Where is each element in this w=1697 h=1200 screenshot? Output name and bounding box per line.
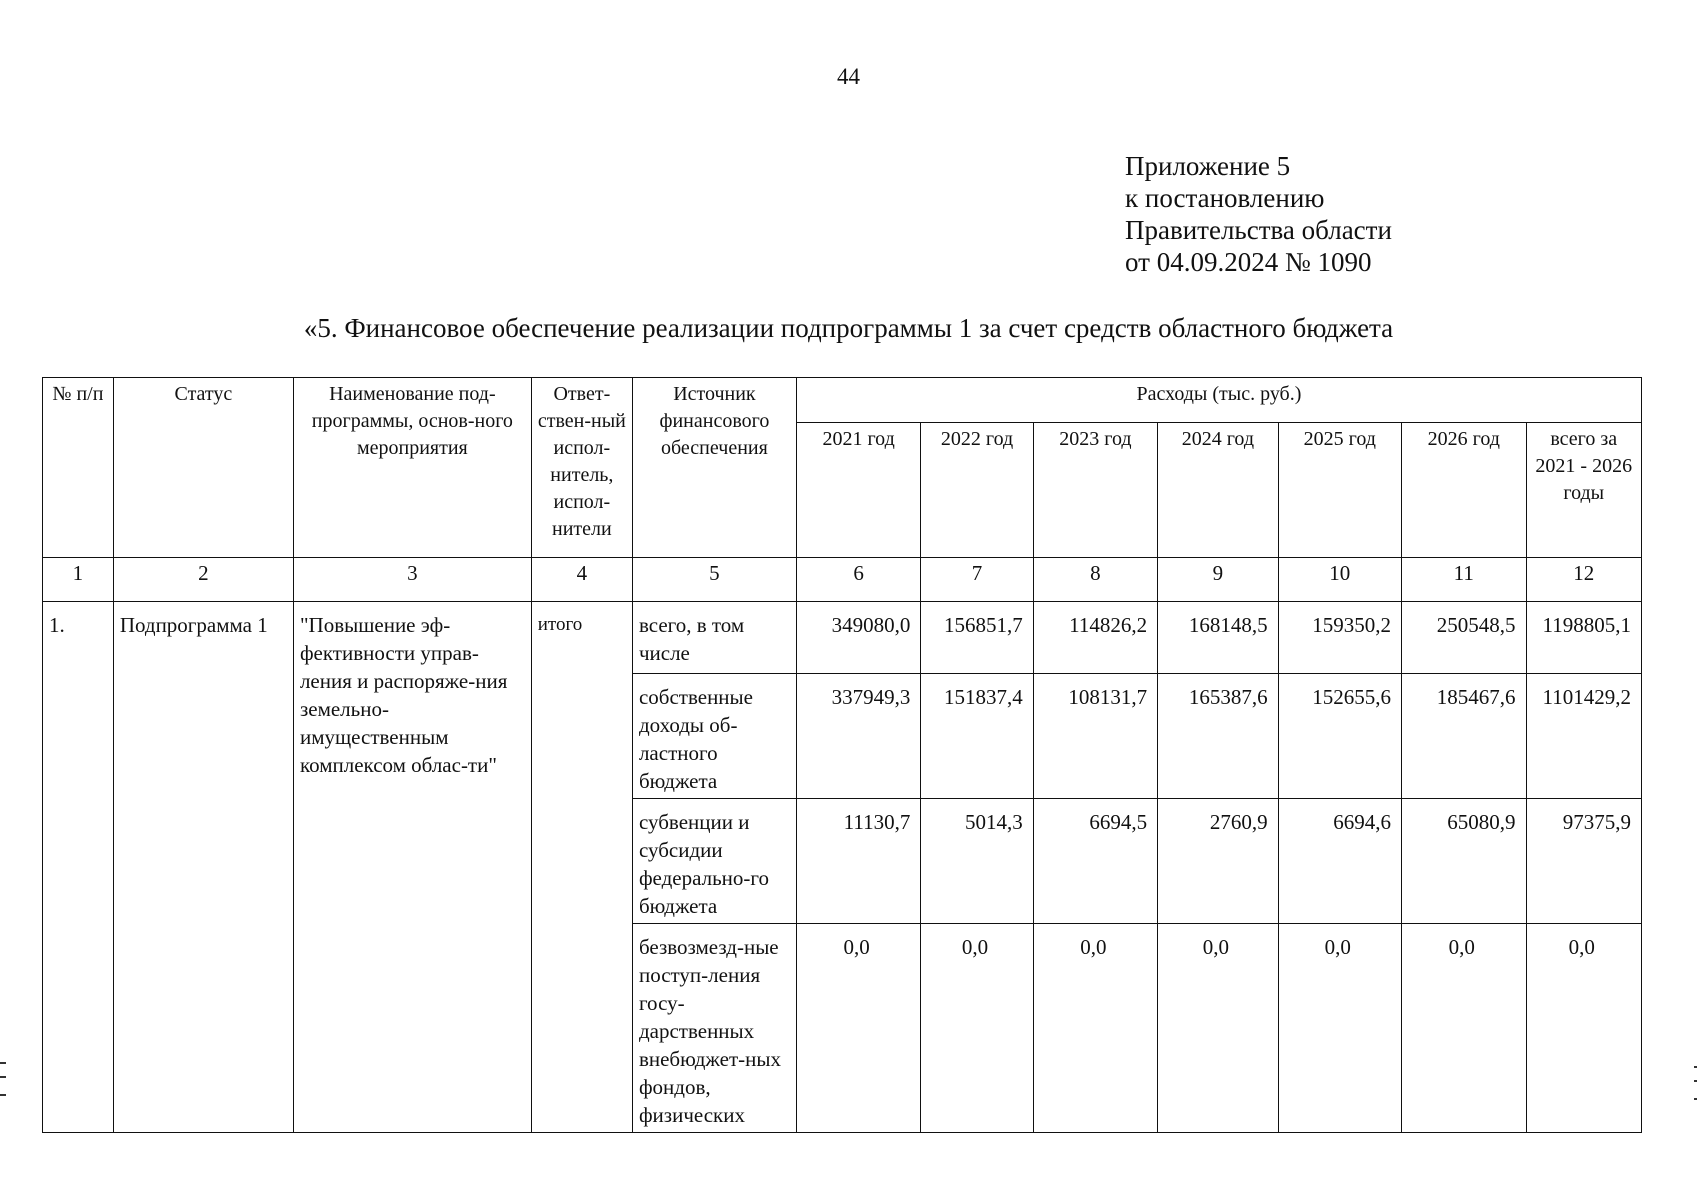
header-num: № п/п [43, 378, 114, 558]
row-name: "Повышение эф-фективности управ-ления и распоряже-ния земельно-имущественным комплексом облас-ти" [293, 602, 531, 1133]
source-label: всего, в том числе [632, 602, 796, 674]
value-cell: 156851,7 [921, 602, 1033, 674]
value-cell: 165387,6 [1158, 674, 1278, 799]
header-name: Наименование под-программы, основ-ного мероприятия [293, 378, 531, 558]
value-cell: 65080,9 [1402, 799, 1526, 924]
row-responsible: итого [531, 602, 632, 1133]
value-cell: 6694,5 [1033, 799, 1157, 924]
appendix-line: Приложение 5 [1125, 151, 1291, 181]
column-number: 11 [1402, 558, 1526, 602]
header-responsible: Ответ-ствен-ный испол-нитель, испол-нители [531, 378, 632, 558]
row-num: 1. [43, 602, 114, 1133]
value-cell: 11130,7 [796, 799, 920, 924]
value-cell-total: 1101429,2 [1526, 674, 1642, 799]
header-year: 2022 год [921, 423, 1033, 558]
column-number: 10 [1278, 558, 1401, 602]
source-label: субвенции и субсидии федерально-го бюджета [632, 799, 796, 924]
header-source: Источник финансового обеспечения [632, 378, 796, 558]
header-year: 2024 год [1158, 423, 1278, 558]
value-cell: 0,0 [796, 924, 920, 1133]
document-title: «5. Финансовое обеспечение реализации подпрограммы 1 за счет средств областного бюджета [303, 313, 1394, 343]
header-year: 2023 год [1033, 423, 1157, 558]
header-expenses: Расходы (тыс. руб.) [796, 378, 1641, 423]
table-row [43, 602, 1642, 674]
value-cell: 0,0 [1033, 924, 1157, 1133]
column-number: 8 [1033, 558, 1157, 602]
column-number: 2 [113, 558, 293, 602]
value-cell: 2760,9 [1158, 799, 1278, 924]
value-cell: 152655,6 [1278, 674, 1401, 799]
column-number: 5 [632, 558, 796, 602]
header-year: 2025 год [1278, 423, 1401, 558]
page-number: 44 [837, 64, 860, 89]
header-row [43, 378, 1642, 423]
value-cell: 0,0 [1278, 924, 1401, 1133]
value-cell-total: 0,0 [1526, 924, 1642, 1133]
source-label: безвозмезд-ные поступ-ления госу-дарственных внебюджет-ных фондов, физических [632, 924, 796, 1133]
value-cell: 114826,2 [1033, 602, 1157, 674]
scan-edge-mark [0, 1062, 6, 1096]
row-status: Подпрограмма 1 [113, 602, 293, 1133]
value-cell-total: 1198805,1 [1526, 602, 1642, 674]
value-cell: 349080,0 [796, 602, 920, 674]
column-number: 1 [43, 558, 114, 602]
column-numbers-row [43, 558, 1642, 602]
header-year: 2021 год [796, 423, 920, 558]
value-cell: 108131,7 [1033, 674, 1157, 799]
column-number: 3 [293, 558, 531, 602]
value-cell: 250548,5 [1402, 602, 1526, 674]
value-cell: 168148,5 [1158, 602, 1278, 674]
value-cell-total: 97375,9 [1526, 799, 1642, 924]
value-cell: 0,0 [1158, 924, 1278, 1133]
appendix-line: Правительства области [1125, 215, 1392, 245]
value-cell: 185467,6 [1402, 674, 1526, 799]
value-cell: 0,0 [921, 924, 1033, 1133]
column-number: 9 [1158, 558, 1278, 602]
header-status: Статус [113, 378, 293, 558]
financing-table [42, 377, 1642, 1133]
appendix-line: к постановлению [1125, 183, 1325, 213]
column-number: 12 [1526, 558, 1642, 602]
header-year-total: всего за 2021 - 2026 годы [1526, 423, 1642, 558]
header-year: 2026 год [1402, 423, 1526, 558]
appendix-line: от 04.09.2024 № 1090 [1125, 247, 1372, 277]
column-number: 6 [796, 558, 920, 602]
value-cell: 159350,2 [1278, 602, 1401, 674]
value-cell: 5014,3 [921, 799, 1033, 924]
value-cell: 151837,4 [921, 674, 1033, 799]
value-cell: 0,0 [1402, 924, 1526, 1133]
value-cell: 337949,3 [796, 674, 920, 799]
appendix-block [1125, 150, 1392, 278]
source-label: собственные доходы об-ластного бюджета [632, 674, 796, 799]
value-cell: 6694,6 [1278, 799, 1401, 924]
column-number: 7 [921, 558, 1033, 602]
column-number: 4 [531, 558, 632, 602]
